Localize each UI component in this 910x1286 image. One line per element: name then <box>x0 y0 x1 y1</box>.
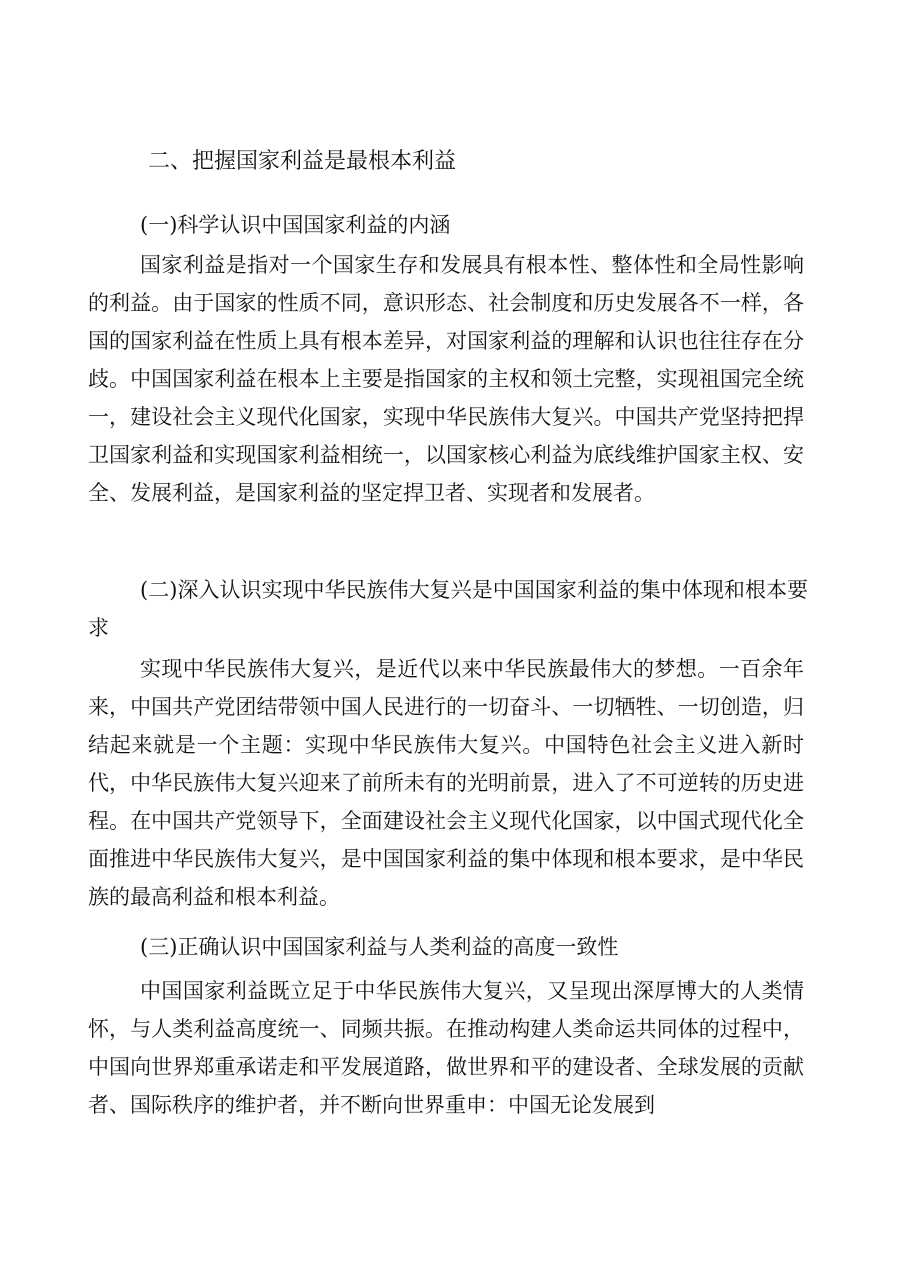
subsection-heading-1: (一)科学认识中国国家利益的内涵 <box>140 213 451 237</box>
subsection-heading-2: (二)深入认识实现中华民族伟大复兴是中国国家利益的集中体现和根本要求 <box>88 578 808 640</box>
subsection-heading-3: (三)正确认识中国国家利益与人类利益的高度一致性 <box>140 935 619 959</box>
paragraph-2: 实现中华民族伟大复兴，是近代以来中华民族最伟大的梦想。一百余年来，中国共产党团结带领中国人民进行的一切奋斗、一切牺牲、一切创造，归结起来就是一个主题：实现中华民族伟大复兴。中国特色社会主义进入新时代，中华民族伟大复兴迎来了前所未有的光明前景，进入了不可逆转的历史进程。在中国共产党领导下，全面建设社会主义现代化国家，以中国式现代化全面推进中华民族伟大复兴，是中国国家利益的集中体现和根本要求，是中华民族的最高利益和根本利益。 <box>88 657 804 909</box>
section-title: 二、把握国家利益是最根本利益 <box>148 149 457 174</box>
paragraph-3: 中国国家利益既立足于中华民族伟大复兴，又呈现出深厚博大的人类情怀，与人类利益高度统一、同频共振。在推动构建人类命运共同体的过程中，中国向世界郑重承诺走和平发展道路，做世界和平的建设者、全球发展的贡献者、国际秩序的维护者，并不断向世界重申：中国无论发展到 <box>88 979 804 1117</box>
paragraph-1: 国家利益是指对一个国家生存和发展具有根本性、整体性和全局性影响的利益。由于国家的性质不同，意识形态、社会制度和历史发展各不一样，各国的国家利益在性质上具有根本差异，对国家利益的理解和认识也往往存在分歧。中国国家利益在根本上主要是指国家的主权和领土完整，实现祖国完全统一，建设社会主义现代化国家，实现中华民族伟大复兴。中国共产党坚持把捍卫国家利益和实现国家利益相统一，以国家核心利益为底线维护国家主权、安全、发展利益，是国家利益的坚定捍卫者、实现者和发展者。 <box>88 253 804 505</box>
